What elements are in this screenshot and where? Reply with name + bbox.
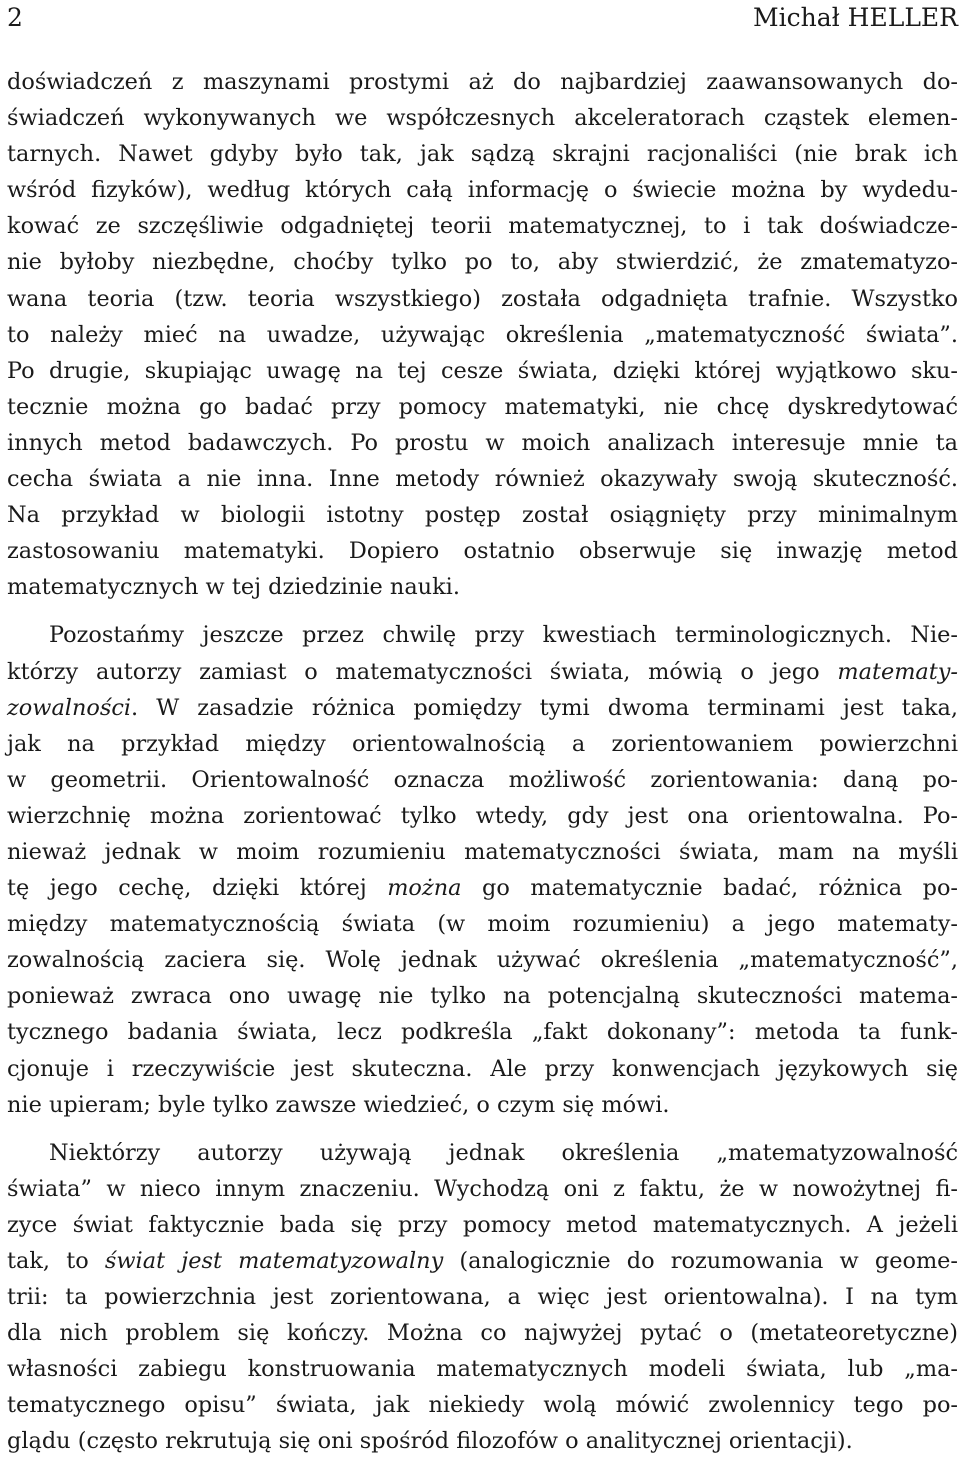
text-line: świata” w nieco innym znaczeniu. Wychodzą oni z faktu, że w nowożytnej fi-: [7, 1175, 958, 1202]
text-line: świadczeń wykonywanych we współczesnych akceleratorach cząstek elemen-: [7, 105, 958, 132]
text-line: nie byłoby niezbędne, choćby tylko po to, aby stwierdzić, że zmatematyzo-: [7, 249, 958, 276]
text-line: własności zabiegu konstruowania matematycznych modeli świata, lub „ma-: [7, 1356, 958, 1383]
paragraph: [7, 1135, 958, 1460]
text-line: tę jego cechę, dzięki której można go matematycznie badać, różnica po-: [7, 875, 958, 902]
text-line: cecha świata a nie inna. Inne metody również okazywały swoją skuteczność.: [7, 466, 958, 493]
text-line: zowalności. W zasadzie różnica pomiędzy tymi dwoma terminami jest taka,: [7, 694, 958, 721]
text-line: Niektórzy autorzy używają jednak określenia „matematyzowalność: [49, 1139, 958, 1166]
text-line: zastosowaniu matematyki. Dopiero ostatnio obserwuje się inwazję metod: [7, 538, 958, 565]
paragraph: [7, 64, 958, 605]
text-line: którzy autorzy zamiast o matematyczności świata, mówią o jego matematy-: [7, 658, 958, 685]
text-line: wana teoria (tzw. teoria wszystkiego) została odgadnięta trafnie. Wszystko: [7, 285, 958, 312]
text-line: dla nich problem się kończy. Można co najwyżej pytać o (metateoretyczne): [7, 1320, 958, 1347]
text-line: Po drugie, skupiając uwagę na tej cesze świata, dzięki której wyjątkowo sku-: [7, 357, 958, 384]
text-line: nieważ jednak w moim rozumieniu matematyczności świata, mam na myśli: [7, 838, 958, 865]
text-line: zyce świat faktycznie bada się przy pomocy metod matematycznych. A jeżeli: [7, 1211, 958, 1238]
text-line: zowalnością zaciera się. Wolę jednak używać określenia „matematyczność”,: [7, 947, 958, 974]
text-line: Na przykład w biologii istotny postęp został osiągnięty przy minimalnym: [7, 502, 958, 529]
text-line: Pozostańmy jeszcze przez chwilę przy kwestiach terminologicznych. Nie-: [49, 622, 958, 649]
text-line: tarnych. Nawet gdyby było tak, jak sądzą skrajni racjonaliści (nie brak ich: [7, 141, 958, 168]
page-header: [7, 0, 958, 36]
paragraph-gap: [7, 605, 958, 617]
text-line: tecznie można go badać przy pomocy matematyki, nie chcę dyskredytować: [7, 393, 958, 420]
text-line: tycznego badania świata, lecz podkreśla „fakt dokonany”: metoda ta funk-: [7, 1019, 958, 1046]
emphasis: matematy-: [837, 658, 958, 685]
text-line: ponieważ zwraca ono uwagę nie tylko na potencjalną skuteczności matema-: [7, 983, 958, 1010]
text-line: matematycznych w tej dziedzinie nauki.: [7, 574, 460, 601]
text-line: tak, to świat jest matematyzowalny (analogicznie do rozumowania w geome-: [7, 1248, 958, 1274]
text-line: nie upieram; byle tylko zawsze wiedzieć, o czym się mówi.: [7, 1091, 670, 1118]
text-line: wierzchnię można zorientować tylko wtedy, gdy jest ona orientowalna. Po-: [7, 802, 958, 829]
emphasis: zowalności: [7, 694, 132, 721]
running-head: Michał HELLER: [753, 3, 958, 32]
text-line: cjonuje i rzeczywiście jest skuteczna. Ale przy konwencjach językowych się: [7, 1055, 958, 1082]
text-line: trii: ta powierzchnia jest zorientowana, a więc jest orientowalna). I na tym: [7, 1284, 958, 1311]
paragraph: [7, 617, 958, 1122]
text-line: między matematycznością świata (w moim rozumieniu) a jego matematy-: [7, 911, 958, 938]
text-line: doświadczeń z maszynami prostymi aż do najbardziej zaawansowanych do-: [7, 69, 958, 95]
text-line: kować ze szczęśliwie odgadniętej teorii matematycznej, to i tak doświadcze-: [7, 213, 958, 240]
text-line: to należy mieć na uwadze, używając określenia „matematyczność świata”.: [7, 321, 958, 348]
text-line: wśród fizyków), według których całą informację o świecie można by wydedu-: [7, 177, 958, 204]
body-text: [7, 64, 958, 1460]
paragraph-gap: [7, 1123, 958, 1135]
emphasis: świat jest matematyzowalny: [104, 1248, 444, 1274]
text-line: w geometrii. Orientowalność oznacza możliwość zorientowania: daną po-: [7, 766, 958, 793]
text-line: innych metod badawczych. Po prostu w moich analizach interesuje mnie ta: [7, 429, 958, 456]
page-number: 2: [7, 3, 23, 32]
emphasis: można: [387, 875, 462, 902]
text-line: jak na przykład między orientowalnością a zorientowaniem powierzchni: [7, 730, 958, 757]
text-line: glądu (często rekrutują się oni spośród filozofów o analitycznej orientacji).: [7, 1428, 853, 1455]
text-line: tematycznego opisu” świata, jak niekiedy wolą mówić zwolennicy tego po-: [7, 1392, 958, 1419]
